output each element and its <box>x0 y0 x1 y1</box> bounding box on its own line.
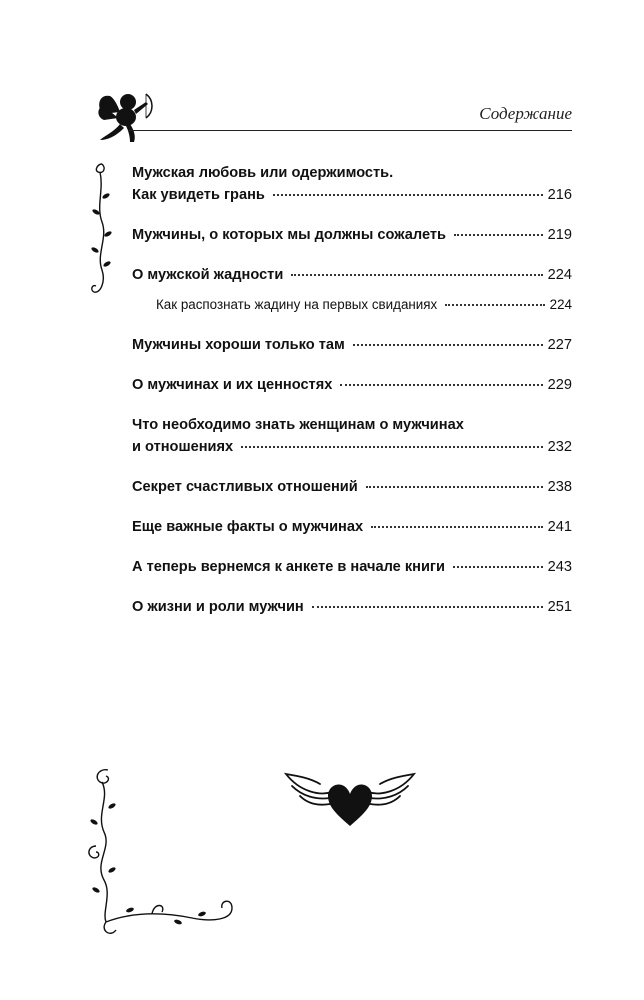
dot-leader <box>291 274 542 276</box>
toc-page-number: 227 <box>547 337 572 353</box>
header-rule <box>128 130 572 131</box>
dot-leader <box>366 486 543 488</box>
toc-entry[interactable] <box>132 556 572 578</box>
dot-leader <box>340 384 542 386</box>
toc-page-number: 219 <box>547 227 572 243</box>
toc-page-number: 238 <box>547 479 572 495</box>
toc-entry-title: О мужчинах и их ценностях <box>132 377 333 393</box>
table-of-contents <box>132 162 572 636</box>
toc-page-number: 243 <box>547 559 572 575</box>
dot-leader <box>454 234 543 236</box>
toc-entry-title: О мужской жадности <box>132 267 284 283</box>
toc-page-number: 224 <box>549 297 572 312</box>
toc-page-number: 229 <box>547 377 572 393</box>
cupid-icon <box>94 84 160 150</box>
vine-icon <box>84 160 120 302</box>
toc-entry-title: Секрет счастливых отношений <box>132 479 358 495</box>
toc-subentry[interactable] <box>132 294 572 316</box>
dot-leader <box>312 606 543 608</box>
toc-entry-title: Еще важные факты о мужчинах <box>132 519 364 535</box>
toc-page-number: 216 <box>547 187 572 203</box>
toc-entry[interactable] <box>132 374 572 396</box>
toc-page-number: 251 <box>547 599 572 615</box>
toc-entry[interactable] <box>132 596 572 618</box>
toc-entry-title: Мужчины хороши только там <box>132 337 345 353</box>
toc-entry[interactable] <box>132 476 572 498</box>
toc-subentry-title: Как распознать жадину на первых свиданиях <box>156 297 438 312</box>
dot-leader <box>445 304 544 306</box>
toc-entry-title: А теперь вернемся к анкете в начале книги <box>132 559 445 575</box>
toc-page-number: 232 <box>547 439 572 455</box>
toc-entry[interactable] <box>132 264 572 286</box>
vine-corner-icon <box>82 762 242 942</box>
toc-entry-title-line1: Мужская любовь или одержимость. <box>132 165 394 181</box>
dot-leader <box>353 344 543 346</box>
dot-leader <box>371 526 543 528</box>
winged-heart-icon <box>280 766 420 830</box>
toc-entry[interactable] <box>132 224 572 246</box>
dot-leader <box>241 446 542 448</box>
toc-entry[interactable] <box>132 414 572 458</box>
dot-leader <box>453 566 543 568</box>
toc-entry[interactable] <box>132 334 572 356</box>
toc-page-number: 241 <box>547 519 572 535</box>
toc-entry-title: О жизни и роли мужчин <box>132 599 304 615</box>
toc-entry-title-line2: Как увидеть грань <box>132 187 265 203</box>
toc-entry-title-line1: Что необходимо знать женщинам о мужчинах <box>132 417 464 433</box>
toc-entry-title-line2: и отношениях <box>132 439 234 455</box>
toc-entry[interactable] <box>132 516 572 538</box>
toc-page-number: 224 <box>547 267 572 283</box>
dot-leader <box>273 194 543 196</box>
toc-entry-title: Мужчины, о которых мы должны сожалеть <box>132 227 446 243</box>
toc-entry[interactable] <box>132 162 572 206</box>
running-header-title: Содержание <box>479 104 572 123</box>
